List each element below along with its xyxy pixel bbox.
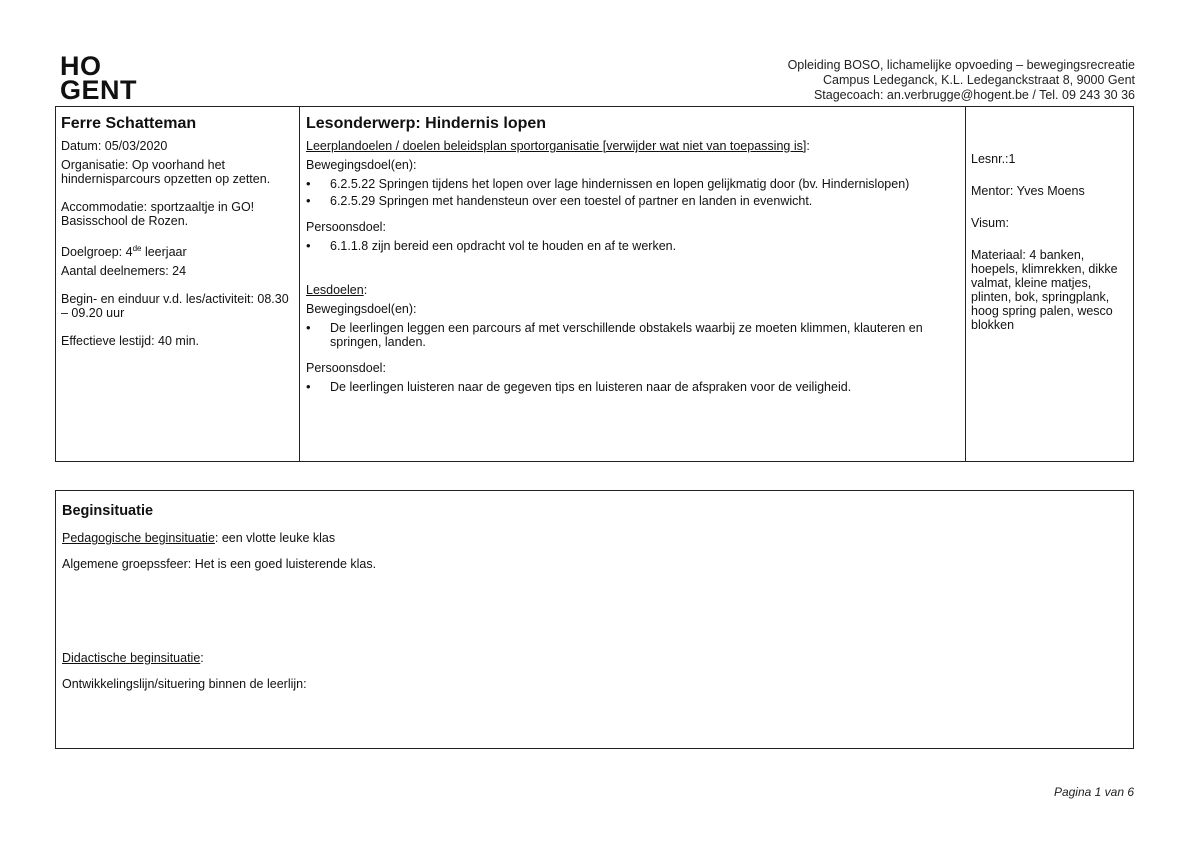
admin-column bbox=[966, 107, 1133, 461]
leerplandoelen-colon: : bbox=[806, 139, 810, 153]
les-persoonsdoel-label: Persoonsdoel: bbox=[306, 361, 386, 375]
page-number: Pagina 1 van 6 bbox=[1053, 785, 1134, 799]
lesson-info-table bbox=[55, 106, 1134, 462]
leerplandoelen-heading bbox=[306, 139, 959, 153]
les-beweging-item-1: • De leerlingen leggen een parcours af met verschillende obstakels waarbij ze moeten klimmen, klauteren en springen, landen. bbox=[306, 321, 959, 349]
persoonsdoel-label: Persoonsdoel: bbox=[306, 220, 386, 234]
plan-item-1: • 6.2.5.22 Springen tijdens het lopen over lage hindernissen en lopen gelijkmatig door (bv. Hindernislopen) bbox=[306, 177, 959, 191]
datum: Datum: 05/03/2020 bbox=[61, 139, 168, 153]
les-bewegingsdoel-label: Bewegingsdoel(en): bbox=[306, 302, 417, 316]
les-persoon-item-1: • De leerlingen luisteren naar de gegeven tips en luisteren naar de afspraken voor de veiligheid. bbox=[306, 380, 959, 394]
hogent-logo bbox=[60, 51, 138, 105]
mentor: Mentor: Yves Moens bbox=[971, 184, 1085, 198]
bewegingsdoel-label: Bewegingsdoel(en): bbox=[306, 158, 417, 172]
student-name: Ferre Schatteman bbox=[61, 115, 197, 132]
header-program: Opleiding BOSO, lichamelijke opvoeding – bewegingsrecreatie bbox=[787, 58, 1135, 72]
doelgroep bbox=[61, 242, 294, 259]
materiaal: Materiaal: 4 banken, hoepels, klimrekken, dikke valmat, kleine matjes, plinten, bok, springplank, hoog spring palen, wesco blokken bbox=[971, 248, 1118, 332]
lesson-goals-column bbox=[300, 107, 966, 461]
pedagogische-beginsituatie bbox=[62, 531, 1127, 545]
lesdoelen-colon: : bbox=[363, 283, 368, 297]
logo-line-1: HO bbox=[60, 51, 102, 81]
header-info bbox=[788, 58, 1135, 103]
lesdoelen-text: Lesdoelen bbox=[306, 283, 364, 297]
lesdoelen-heading bbox=[306, 283, 959, 297]
visum: Visum: bbox=[971, 216, 1009, 230]
doelgroep-suffix: leerjaar bbox=[141, 245, 187, 260]
doelgroep-prefix: Doelgroep: 4 bbox=[61, 245, 133, 260]
didactische-beginsituatie bbox=[62, 651, 1127, 665]
header-campus: Campus Ledeganck, K.L. Ledeganckstraat 8, 9000 Gent bbox=[822, 73, 1135, 87]
doelgroep-sup: de bbox=[132, 244, 142, 253]
lesson-subject: Lesonderwerp: Hindernis lopen bbox=[306, 115, 547, 132]
begin-einduur: Begin- en einduur v.d. les/activiteit: 08.30 – 09.20 uur bbox=[61, 292, 289, 321]
plan-item-2: • 6.2.5.29 Springen met handensteun over een toestel of partner en landen in evenwicht. bbox=[306, 194, 959, 208]
organisatie: Organisatie: Op voorhand het hindernisparcours opzetten op zetten. bbox=[61, 158, 271, 186]
beginsituatie-box bbox=[55, 490, 1134, 749]
ped-text: : een vlotte leuke klas bbox=[214, 531, 336, 545]
lesnr: Lesnr.:1 bbox=[971, 152, 1016, 166]
logo-line-2: GENT bbox=[60, 75, 138, 105]
groepssfeer: Algemene groepssfeer: Het is een goed luisterende klas. bbox=[62, 557, 377, 571]
leerplandoelen-text: Leerplandoelen / doelen beleidsplan sportorganisatie [verwijder wat niet van toepassing is] bbox=[306, 139, 807, 153]
accommodatie: Accommodatie: sportzaaltje in GO! Basisschool de Rozen. bbox=[61, 200, 255, 228]
header-stagecoach: Stagecoach: an.verbrugge@hogent.be / Tel. 09 243 30 36 bbox=[813, 88, 1135, 102]
effectieve-lestijd: Effectieve lestijd: 40 min. bbox=[61, 334, 200, 349]
ped-label: Pedagogische beginsituatie bbox=[62, 531, 215, 545]
aantal-deelnemers: Aantal deelnemers: 24 bbox=[61, 264, 187, 279]
beginsituatie-title: Beginsituatie bbox=[62, 503, 154, 519]
student-info-column bbox=[56, 107, 300, 461]
did-colon: : bbox=[200, 651, 204, 665]
did-label: Didactische beginsituatie bbox=[62, 651, 201, 665]
persoon-item-1: • 6.1.1.8 zijn bereid een opdracht vol te houden en af te werken. bbox=[306, 239, 959, 253]
ontwikkelingslijn: Ontwikkelingslijn/situering binnen de leerlijn: bbox=[62, 677, 307, 691]
